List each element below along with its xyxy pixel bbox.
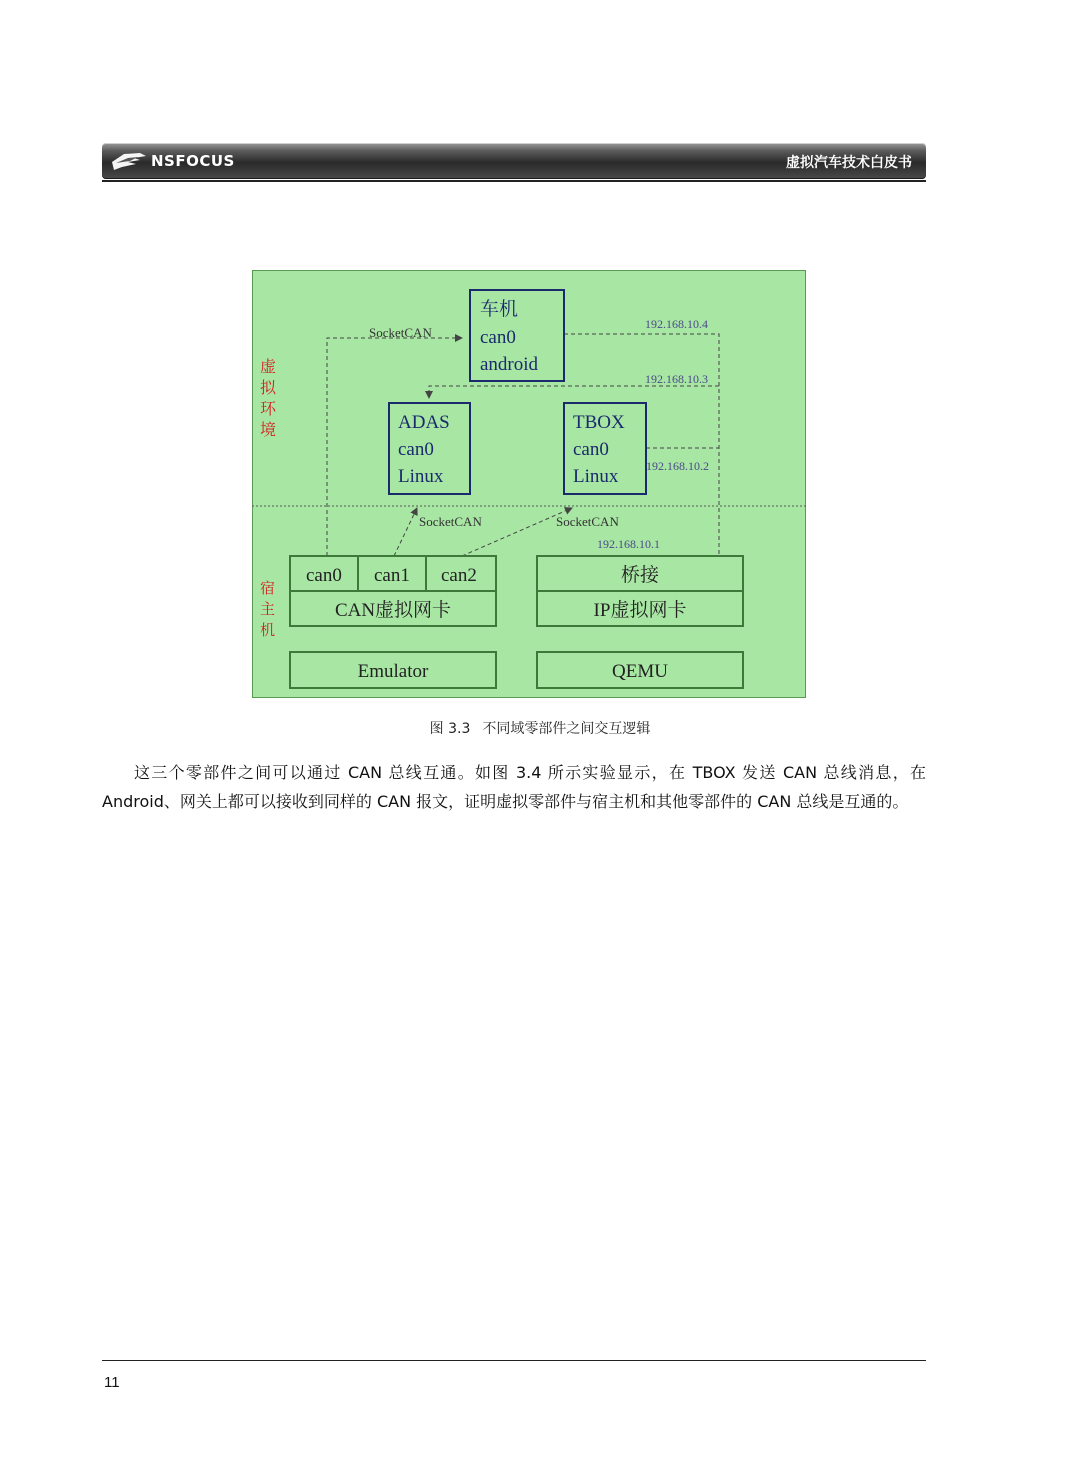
logo-text: NSFOCUS: [151, 152, 235, 170]
ip-label-tbox: 192.168.10.2: [646, 459, 709, 473]
svg-text:宿: 宿: [260, 581, 276, 597]
can0-port: can0: [306, 565, 342, 586]
svg-text:车机: 车机: [480, 299, 519, 320]
figure-caption: [0, 718, 1080, 738]
document-title: 虚拟汽车技术白皮书: [786, 155, 912, 171]
ip-label-adas: 192.168.10.3: [645, 372, 708, 386]
eagle-logo-icon: [110, 150, 148, 172]
can1-port: can1: [374, 565, 410, 586]
svg-text:Linux: Linux: [398, 466, 444, 487]
qemu-box: [537, 652, 743, 688]
emulator-box: [290, 652, 496, 688]
bridge-label: 桥接: [620, 565, 660, 586]
can2-port: can2: [441, 565, 477, 586]
nsfocus-logo: [110, 148, 235, 174]
socketcan-label: SocketCAN: [419, 514, 482, 529]
svg-text:虚: 虚: [260, 359, 277, 376]
page-number: 11: [104, 1374, 120, 1391]
figure-number: 图 3.3: [429, 721, 471, 737]
svg-text:can0: can0: [573, 439, 609, 460]
ip-label-bridge: 192.168.10.1: [597, 537, 660, 551]
socketcan-label: SocketCAN: [369, 325, 432, 340]
svg-text:ADAS: ADAS: [398, 412, 450, 433]
svg-text:境: 境: [260, 422, 277, 439]
adas-box: [389, 403, 470, 494]
svg-text:环: 环: [260, 401, 277, 418]
tbox-box: [564, 403, 646, 494]
svg-text:can0: can0: [398, 439, 434, 460]
architecture-diagram: [252, 270, 806, 698]
socketcan-label: SocketCAN: [556, 514, 619, 529]
svg-text:android: android: [480, 354, 539, 375]
car-head-unit-box: [470, 290, 564, 381]
svg-text:QEMU: QEMU: [612, 661, 668, 682]
page-header: [102, 143, 926, 179]
svg-text:TBOX: TBOX: [573, 412, 625, 433]
ip-nic-label: IP虚拟网卡: [593, 600, 687, 621]
figure-caption-text: 不同域零部件之间交互逻辑: [482, 721, 651, 737]
footer-divider: [102, 1360, 926, 1361]
svg-text:Emulator: Emulator: [357, 661, 429, 682]
region-label-host: [260, 580, 275, 639]
svg-text:机: 机: [260, 623, 276, 639]
svg-text:can0: can0: [480, 327, 516, 348]
svg-text:拟: 拟: [260, 380, 277, 397]
ip-label-car: 192.168.10.4: [645, 317, 708, 331]
svg-text:主: 主: [260, 602, 276, 618]
can-nic-label: CAN虚拟网卡: [334, 600, 452, 621]
svg-text:Linux: Linux: [573, 466, 619, 487]
body-paragraph: 这三个零部件之间可以通过 CAN 总线互通。如图 3.4 所示实验显示，在 TBOX 发送 CAN 总线消息，在 Android、网关上都可以接收到同样的 CAN 报文，证明虚拟零部件与宿主机和其他零部件的 CAN 总线是互通的。: [102, 763, 926, 811]
header-divider: [102, 180, 926, 182]
